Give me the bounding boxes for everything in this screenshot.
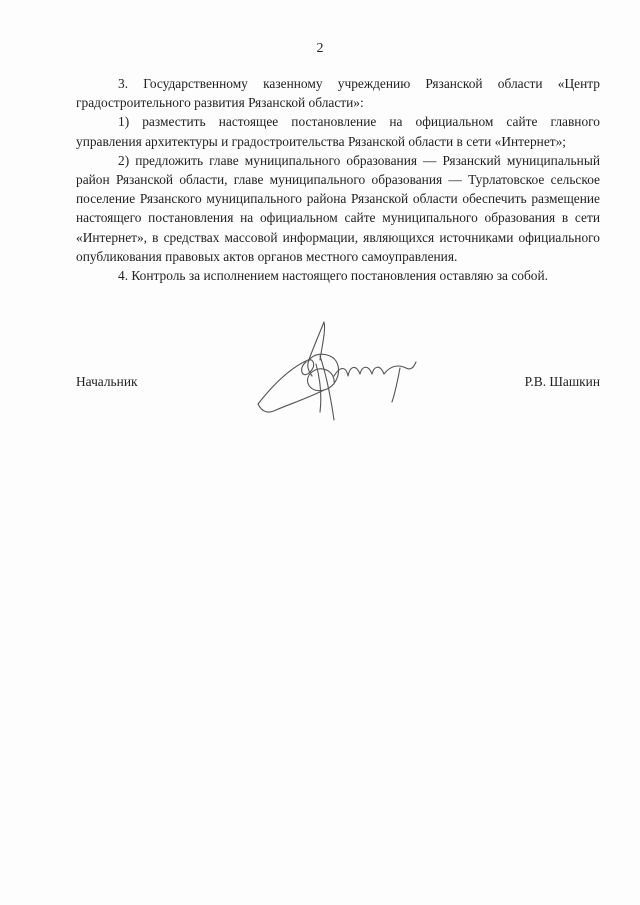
handwritten-signature <box>250 316 440 426</box>
document-body <box>76 74 600 285</box>
paragraph-subitem-2: 2) предложить главе муниципального образования — Рязанский муниципальный район Рязанской области, главе муниципального образования — Турлатовское сельское поселение Рязанского муниципального района Рязанской области обеспечить размещение настоящего постановления на официальном сайте муниципального образования в сети «Интернет», в средствах массовой информации, являющихся источниками официального опубликования правовых актов органов местного самоуправления. <box>76 152 600 264</box>
paragraph-subitem-1: 1) разместить настоящее постановление на официальном сайте главного управления архитектуры и градостроительства Рязанской области в сети «Интернет»; <box>76 114 600 149</box>
page-number: 2 <box>316 41 324 56</box>
paragraph-item-4: 4. Контроль за исполнением настоящего постановления оставляю за собой. <box>118 268 549 284</box>
signatory-title: Начальник <box>76 374 138 389</box>
signatory-name: Р.В. Шашкин <box>524 374 600 389</box>
paragraph-item-3: 3. Государственному казенному учреждению Рязанской области «Центр градостроительного развития Рязанской области»: <box>76 76 600 111</box>
